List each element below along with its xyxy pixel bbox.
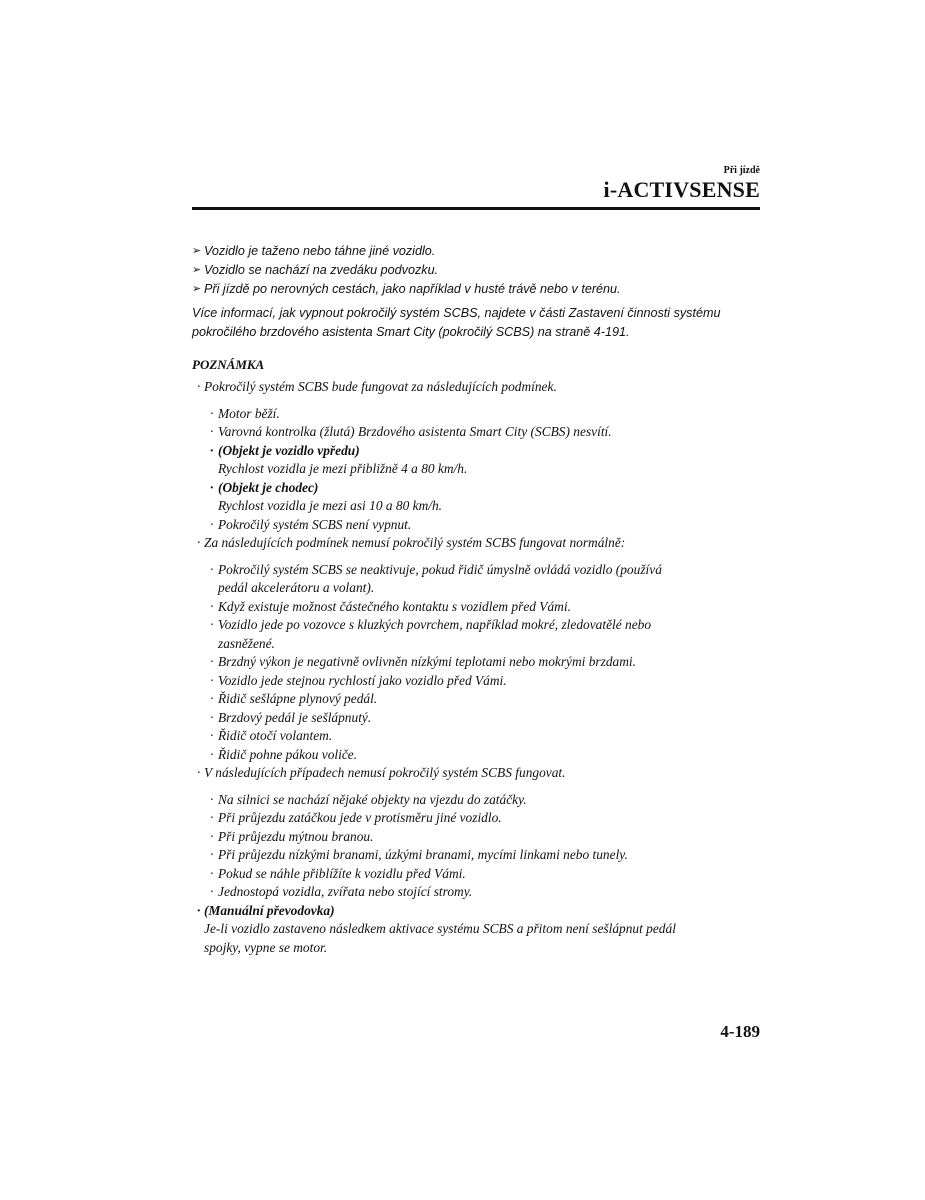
note-bullet-text: Je-li vozidlo zastaveno následkem aktivace systému SCBS a přitom není sešlápnut pedál bbox=[204, 921, 676, 936]
note-subitem-text: Rychlost vozidla je mezi přibližně 4 a 80 km/h. bbox=[218, 461, 468, 476]
note-subitem: · Při průjezdu zatáčkou jede v protisměru jiné vozidlo. bbox=[192, 809, 767, 828]
note-subitem: · Pokročilý systém SCBS se neaktivuje, pokud řidič úmyslně ovládá vozidlo (používá bbox=[192, 561, 767, 580]
note-subitem: · Na silnici se nachází nějaké objekty na vjezdu do zatáčky. bbox=[192, 791, 767, 810]
note-subitem: · Motor běží. bbox=[192, 405, 767, 424]
note-subitem: · Varovná kontrolka (žlutá) Brzdového asistenta Smart City (SCBS) nesvítí. bbox=[192, 423, 767, 442]
note-subitem: · Řidič pohne pákou voliče. bbox=[192, 746, 767, 765]
header-rule bbox=[192, 207, 760, 210]
note-subitem: · Řidič sešlápne plynový pedál. bbox=[192, 690, 767, 709]
note-subitem: · Pokud se náhle přiblížíte k vozidlu před Vámi. bbox=[192, 865, 767, 884]
note-body bbox=[192, 378, 767, 957]
note-sublist bbox=[192, 405, 767, 535]
note-subitem: · Brzdový pedál je sešlápnutý. bbox=[192, 709, 767, 728]
chapter-title: i-ACTIVSENSE bbox=[603, 177, 760, 202]
note-bullet-heading: · (Manuální převodovka) bbox=[192, 902, 767, 921]
intro-paragraph-line: Více informací, jak vypnout pokročilý systém SCBS, najdete v části Zastavení činnosti systému bbox=[192, 306, 721, 320]
note-sublist bbox=[192, 561, 767, 765]
note-subitem: · Při průjezdu mýtnou branou. bbox=[192, 828, 767, 847]
note-bullet: · Pokročilý systém SCBS bude fungovat za následujících podmínek. bbox=[192, 378, 767, 397]
note-subitem: · Pokročilý systém SCBS není vypnut. bbox=[192, 516, 767, 535]
note-subitem-heading: · (Objekt je vozidlo vpředu) bbox=[192, 442, 767, 461]
note-subitem-continuation: pedál akcelerátoru a volant). bbox=[218, 580, 375, 595]
note-subitem: · Vozidlo jede stejnou rychlostí jako vozidlo před Vámi. bbox=[192, 672, 767, 691]
note-bullet: · Za následujících podmínek nemusí pokročilý systém SCBS fungovat normálně: bbox=[192, 534, 767, 553]
note-subitem-text: Rychlost vozidla je mezi asi 10 a 80 km/h. bbox=[218, 498, 443, 513]
note-bullet: · V následujících případech nemusí pokročilý systém SCBS fungovat. bbox=[192, 764, 767, 783]
note-subitem: · Při průjezdu nízkými branami, úzkými branami, mycími linkami nebo tunely. bbox=[192, 846, 767, 865]
note-sublist bbox=[192, 791, 767, 902]
intro-item: ➢ Vozidlo je taženo nebo táhne jiné vozidlo. bbox=[192, 242, 767, 261]
page-number: 4-189 bbox=[720, 1022, 760, 1041]
note-subitem-heading: · (Objekt je chodec) bbox=[192, 479, 767, 498]
intro-item: ➢ Při jízdě po nerovných cestách, jako například v husté trávě nebo v terénu. bbox=[192, 280, 767, 299]
intro-paragraph-line: pokročilého brzdového asistenta Smart City (pokročilý SCBS) na straně 4-191. bbox=[192, 325, 630, 339]
note-title: POZNÁMKA bbox=[192, 357, 265, 372]
note-subitem: · Řidič otočí volantem. bbox=[192, 727, 767, 746]
intro-item: ➢ Vozidlo se nachází na zvedáku podvozku. bbox=[192, 261, 767, 280]
note-subitem: · Brzdný výkon je negativně ovlivněn nízkými teplotami nebo mokrými brzdami. bbox=[192, 653, 767, 672]
note-subitem: · Vozidlo jede po vozovce s kluzkých povrchem, například mokré, zledovatělé nebo bbox=[192, 616, 767, 635]
section-label: Při jízdě bbox=[723, 165, 760, 176]
note-subitem: · Jednostopá vozidla, zvířata nebo stojící stromy. bbox=[192, 883, 767, 902]
note-subitem-continuation: zasněžené. bbox=[218, 635, 275, 651]
note-bullet-text: spojky, vypne se motor. bbox=[204, 939, 328, 955]
page-content bbox=[192, 242, 767, 957]
intro-list bbox=[192, 242, 767, 299]
note-subitem: · Když existuje možnost částečného kontaktu s vozidlem před Vámi. bbox=[192, 598, 767, 617]
intro-paragraph bbox=[192, 304, 767, 342]
